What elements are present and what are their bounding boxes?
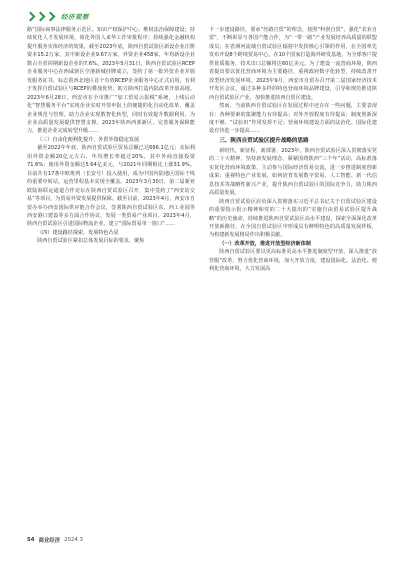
paragraph: 陕西自贸试验区肩负深入贯彻落实习近平总书记关于自贸试验区建设的重要指示批示精神和党的二十大提出的“实施自由贸易试验区提升战略”的历史使命，持续推进陕西自贸试验区高水平建设，探索全面深化改革开放新路径，在全国自贸试验区中形成具有鲜明特色的高质量发展样板，为构建新发展格局作出积极贡献。: [209, 198, 377, 239]
section-heading: 三、陕西自贸试验区提升战略的思路: [219, 137, 309, 144]
subheading: （一）改革开放，推进开放型经济新体制: [219, 240, 311, 247]
section-title: 经济观察: [61, 12, 89, 21]
chevron-right-icon: [26, 11, 36, 21]
article-body: [27, 26, 377, 524]
chevron-right-icon: [36, 11, 46, 21]
page-footer: [27, 535, 83, 545]
chevron-right-icon: [46, 11, 56, 21]
issue-label: 2024.3: [64, 537, 83, 543]
journal-name: 商业经济: [38, 538, 61, 544]
page-number: 54: [27, 537, 35, 543]
subheading: （三）自由化便利化提升，外贸外资稳定发展: [37, 136, 140, 143]
paragraph: 陕西自贸试验区要以更高标准更高水平推进制度型开放，深入推进“放管服”改革，努力优化营商环境，加大开放力度，建设国际化、法治化、便利化营商环境，大力发展高: [209, 249, 377, 273]
page-header: [27, 11, 377, 21]
paragraph: 新时代，新征程，新部署。2023年，陕西自贸试验区深入贯彻落实党的二十大精神，坚持新发展理念，紧紧围绕陕西“三个年”活动，高标准落实优化营商环境政策，主动参与国际经济贸易交流，进一步推进制度创新成果；重视特色产业发展，如何培育发展数字贸易、人工智能、新一代信息技术等战略性新兴产业，提升陕西自贸试验区的国际竞争力，助力陕西高质量发展。: [209, 147, 377, 197]
paragraph: 路”国际商事法律服务示范区、知识产权保护中心、维权法治保障建设；持续优化人才发展环境，简化外国人来华工作审批程序；持续强化金融机构提升服务实体经济的效果，截至2023年底，陕西自贸试验区新设企业注册资本15.2万家，其中新设企业9.67万家，外资企业458家，年均新设企业数占全省同期新设企业的7.6%。2023年5月31日，陕西自贸试验区RCEP企业服务中心在西咸新区空港新城挂牌成立，签约了第一批外贸企业并颁发服务证书，标志着西北地区首个有效RCEP企业服务中心正式启用，有利于发挥自贸试验区与RCEP的叠加优势，助力陕西打造内陆改革开放高地。2023年6月28日，西安市在全市推广“加工贸易云报税”系统，上线后动化“智慧服务平台”实现企业实时开票申报上的便捷的化自动化改革，覆盖企业规范与管理，助力企业实现数智化转型，同时有效提升数据利用，为企业高质量发展提供智慧支撑。2023年陕西西部新区，完善服务保障能力，推进企业完成转型升级……: [27, 27, 195, 135]
paragraph: 截至2022年年底，陕西自贸试验区贸易总额已达666.1亿元；实际利用外资金额20亿元左右，年均增长率超过20%，其中外商直接投资71.6%；使用外资金额达5.64亿美元，与2021年同期相比上涨31.9%。目前共有17条中欧班列（长安号）投入使用，成为中国内陆地区国际干线的重要中转站，运营里程基本实现全覆盖。2023年3月30日，第二届新亚欧陆海联运通道合作论坛在陕西自贸试验区召开，集中签约了“西安站交易”等项目，为贸易外资发展提供保障。截至目前，2023年4月，西安市自贸办举办西安国际供应链合作会议，签署陕西自贸试验区东、西工业园等西安港口建设等多方面合作协议，发展一类贸易产业项目。2023年4月，陕西自贸试验区引进国际物流企业，建立“国际贸易单一窗口”……: [27, 145, 195, 228]
left-column: [27, 26, 195, 524]
chevron-decoration: [27, 13, 56, 20]
paragraph: 然而，当前陕西自贸试验区在发展过程中还存在一些问题，主要表现在：各种要素的集聚能力有待提高；对外开放程度有待提高；制度创新深度不够，“试验田”作用发挥不足；营商环境建设方面的法治化、国际化建设有待进一步提高……: [209, 103, 377, 135]
paragraph: 下一步建设路径，要承“丝路自贸”的理念，按照“科创自贸”，强化“农业自贸”，不断彰显与各国产能合作，为“一带一路”产业发展培养高质量的联盟成员；在省洲河流域自贸试验区辐射中发挥核心引领的作用，在全国率先发布开设8个跨境贸易中心，在10个国家打造海外研发基地，为全球客户提供优质服务，技术出口总额将达60亿美元。为了建设一流营商环境，陕西省提出要以优化营商环境为主要路径，重视政府数字化转型，持续改善开放型经济发展环境。2023年9月，西安市自贸办召开第二届国家经济技术开发区会议，通过多种多样的特色营商环境品牌建设，引导和规范推进陕西自贸试验区产业，加快推进陕西自贸区建设。: [209, 27, 377, 101]
right-column: [209, 26, 377, 524]
subheading: （四）建设路径探索，发展特色凸显: [37, 229, 119, 236]
paragraph: 陕西自贸试验区紧扣总体发展目标的要求，聚焦: [37, 238, 145, 245]
